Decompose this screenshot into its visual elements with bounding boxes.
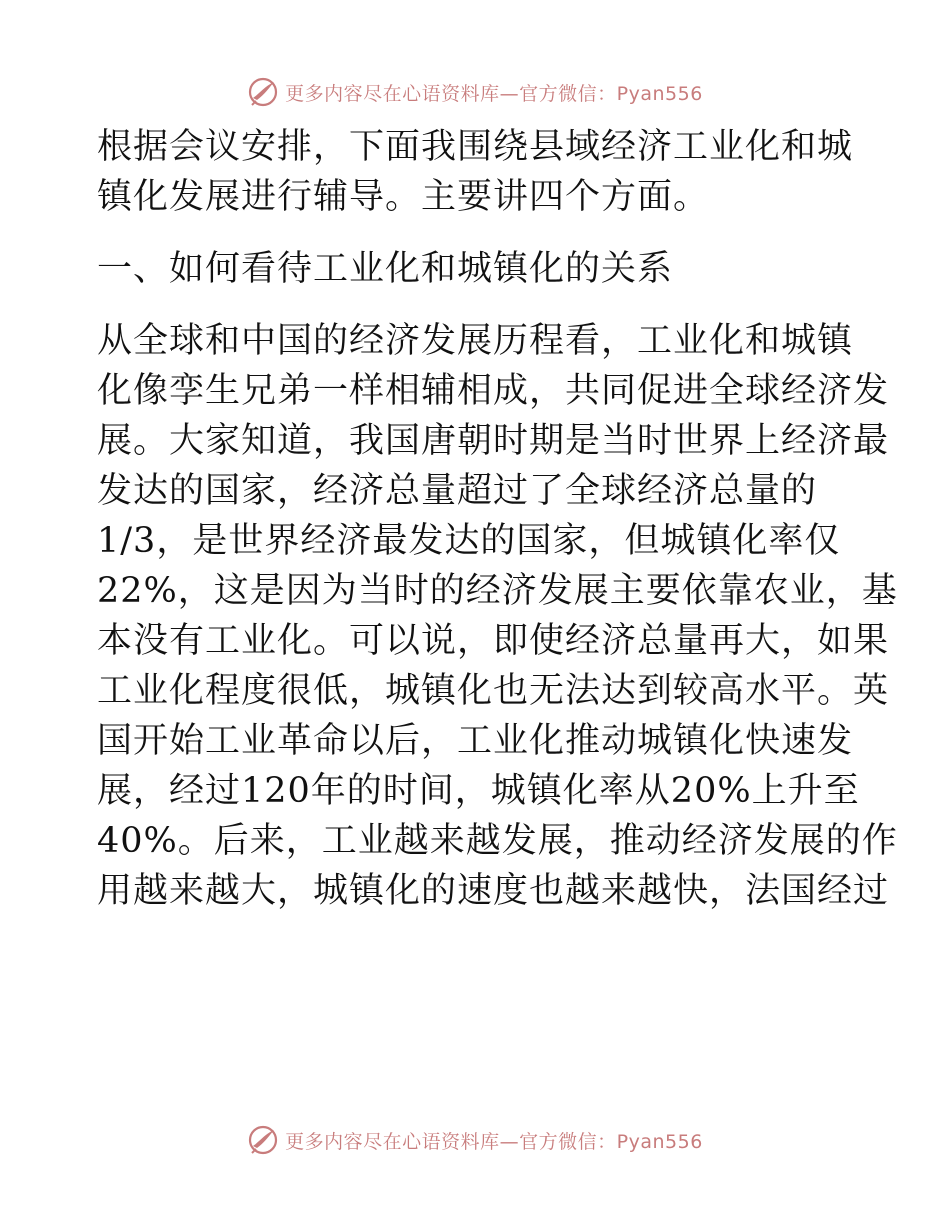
text-line: 国开始工业革命以后，工业化推动城镇化快速发 xyxy=(97,721,854,761)
paragraph-intro xyxy=(97,122,857,222)
text-line: 1/3，是世界经济最发达的国家，但城镇化率仅 xyxy=(97,521,841,561)
quill-circle-logo-icon xyxy=(247,1124,279,1156)
paragraph-body xyxy=(97,316,898,916)
text-line: 22%，这是因为当时的经济发展主要依靠农业，基 xyxy=(97,571,898,611)
text-line: 一、如何看待工业化和城镇化的关系 xyxy=(97,249,674,289)
header-watermark-banner xyxy=(0,72,950,112)
text-line: 工业化程度很低，城镇化也无法达到较高水平。英 xyxy=(97,671,890,711)
text-line: 从全球和中国的经济发展历程看，工业化和城镇 xyxy=(97,321,854,361)
document-body xyxy=(97,122,898,916)
text-line: 用越来越大，城镇化的速度也越来越快，法国经过 xyxy=(97,871,890,911)
text-line: 根据会议安排，下面我围绕县域经济工业化和城 xyxy=(97,127,854,167)
text-line: 40%。后来，工业越来越发展，推动经济发展的作 xyxy=(97,821,898,861)
text-line: 化像孪生兄弟一样相辅相成，共同促进全球经济发 xyxy=(97,371,890,411)
text-line: 发达的国家，经济总量超过了全球经济总量的 xyxy=(97,471,818,511)
text-line: 本没有工业化。可以说，即使经济总量再大，如果 xyxy=(97,621,890,661)
text-line: 展。大家知道，我国唐朝时期是当时世界上经济最 xyxy=(97,421,890,461)
quill-circle-logo-icon xyxy=(247,76,279,108)
footer-watermark-banner xyxy=(0,1120,950,1160)
header-watermark-text: 更多内容尽在心语资料库—官方微信：Pyan556 xyxy=(285,82,703,105)
text-line: 镇化发展进行辅导。主要讲四个方面。 xyxy=(97,177,710,217)
text-line: 展，经过120年的时间，城镇化率从20%上升至 xyxy=(97,771,860,811)
section-heading xyxy=(97,244,857,294)
footer-watermark-text: 更多内容尽在心语资料库—官方微信：Pyan556 xyxy=(285,1130,703,1153)
